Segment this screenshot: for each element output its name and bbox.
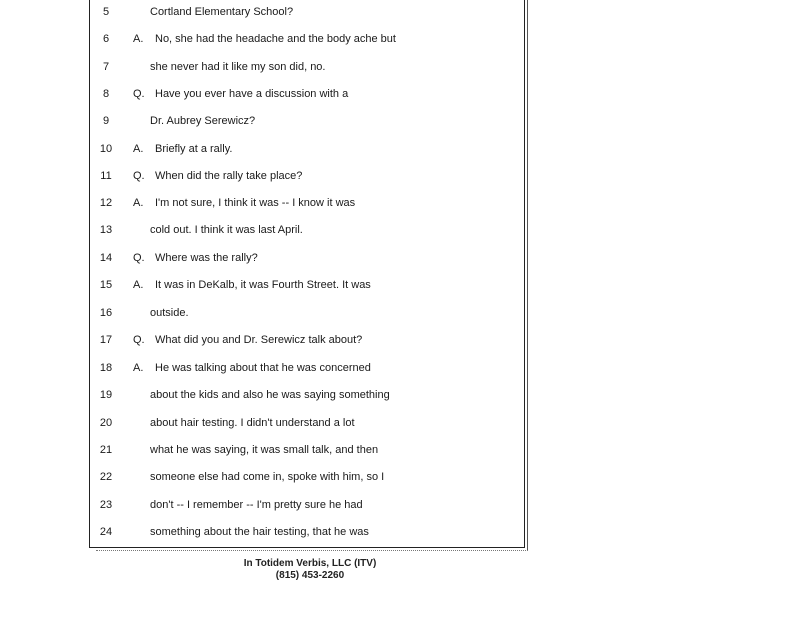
page-border-left bbox=[89, 0, 90, 548]
line-text: No, she had the headache and the body ache but bbox=[155, 33, 396, 45]
speaker-label: A. bbox=[133, 143, 144, 155]
speaker-label: Q. bbox=[133, 170, 145, 182]
page-border-right bbox=[524, 0, 525, 548]
scan-artifact-line bbox=[96, 550, 528, 553]
transcript-line bbox=[0, 275, 520, 295]
line-text: When did the rally take place? bbox=[155, 170, 303, 182]
transcript-line bbox=[0, 166, 520, 186]
speaker-label: Q. bbox=[133, 88, 145, 100]
line-number: 9 bbox=[102, 115, 110, 127]
line-number: 19 bbox=[99, 389, 113, 401]
line-text: something about the hair testing, that he was bbox=[150, 526, 369, 538]
line-text: It was in DeKalb, it was Fourth Street. It was bbox=[155, 279, 371, 291]
transcript-line bbox=[0, 2, 520, 22]
line-text: cold out. I think it was last April. bbox=[150, 224, 303, 236]
line-number: 10 bbox=[99, 143, 113, 155]
line-text: about hair testing. I didn't understand a lot bbox=[150, 417, 355, 429]
speaker-label: Q. bbox=[133, 252, 145, 264]
speaker-label: A. bbox=[133, 362, 144, 374]
transcript-line bbox=[0, 220, 520, 240]
line-number: 24 bbox=[99, 526, 113, 538]
speaker-label: A. bbox=[133, 33, 144, 45]
transcript-line bbox=[0, 111, 520, 131]
line-number: 23 bbox=[99, 499, 113, 511]
transcript-line bbox=[0, 440, 520, 460]
transcript-line bbox=[0, 303, 520, 323]
page-border-bottom bbox=[89, 547, 525, 548]
line-text: Dr. Aubrey Serewicz? bbox=[150, 115, 256, 127]
page-border-right-outer bbox=[527, 0, 528, 550]
line-number: 16 bbox=[99, 307, 113, 319]
speaker-label: A. bbox=[133, 197, 144, 209]
footer-company: In Totidem Verbis, LLC (ITV) bbox=[243, 558, 377, 569]
line-number: 22 bbox=[99, 471, 113, 483]
transcript-line bbox=[0, 330, 520, 350]
transcript-line bbox=[0, 522, 520, 542]
line-number: 13 bbox=[99, 224, 113, 236]
transcript-line bbox=[0, 57, 520, 77]
transcript-line bbox=[0, 29, 520, 49]
line-number: 12 bbox=[99, 197, 113, 209]
transcript-line bbox=[0, 385, 520, 405]
transcript-line bbox=[0, 495, 520, 515]
line-number: 5 bbox=[102, 6, 110, 18]
line-number: 17 bbox=[99, 334, 113, 346]
line-number: 20 bbox=[99, 417, 113, 429]
transcript-line bbox=[0, 139, 520, 159]
line-number: 8 bbox=[102, 88, 110, 100]
line-number: 18 bbox=[99, 362, 113, 374]
line-number: 21 bbox=[99, 444, 113, 456]
line-text: Cortland Elementary School? bbox=[150, 6, 294, 18]
line-text: Briefly at a rally. bbox=[155, 143, 233, 155]
transcript-line bbox=[0, 467, 520, 487]
line-text: don't -- I remember -- I'm pretty sure he had bbox=[150, 499, 363, 511]
line-number: 14 bbox=[99, 252, 113, 264]
transcript-line bbox=[0, 413, 520, 433]
line-text: Have you ever have a discussion with a bbox=[155, 88, 349, 100]
speaker-label: Q. bbox=[133, 334, 145, 346]
line-number: 7 bbox=[102, 61, 110, 73]
transcript-line bbox=[0, 358, 520, 378]
line-number: 6 bbox=[102, 33, 110, 45]
line-number: 11 bbox=[100, 170, 112, 182]
footer-phone: (815) 453-2260 bbox=[275, 570, 345, 581]
line-text: Where was the rally? bbox=[155, 252, 258, 264]
speaker-label: A. bbox=[133, 279, 144, 291]
line-text: someone else had come in, spoke with him, so I bbox=[150, 471, 385, 483]
line-text: He was talking about that he was concerned bbox=[155, 362, 371, 374]
line-text: I'm not sure, I think it was -- I know it was bbox=[155, 197, 356, 209]
line-text: What did you and Dr. Serewicz talk about? bbox=[155, 334, 363, 346]
line-number: 15 bbox=[99, 279, 113, 291]
transcript-line bbox=[0, 248, 520, 268]
transcript-line bbox=[0, 193, 520, 213]
line-text: outside. bbox=[150, 307, 189, 319]
transcript-line bbox=[0, 84, 520, 104]
line-text: about the kids and also he was saying something bbox=[150, 389, 390, 401]
line-text: she never had it like my son did, no. bbox=[150, 61, 326, 73]
line-text: what he was saying, it was small talk, and then bbox=[150, 444, 379, 456]
